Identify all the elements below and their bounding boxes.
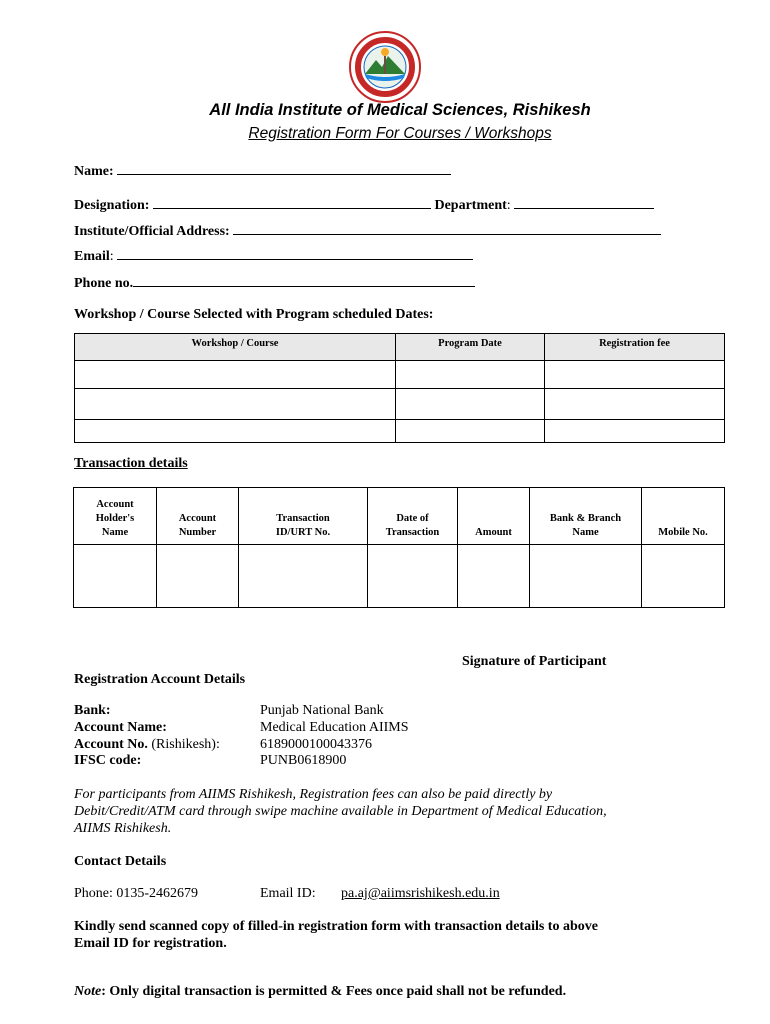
transaction-header-row bbox=[74, 488, 725, 545]
contact-phone-value: 0135-2462679 bbox=[116, 886, 199, 901]
account-no-suffix: (Rishikesh): bbox=[147, 737, 220, 752]
workshop-cell[interactable] bbox=[396, 361, 545, 389]
tx-cell[interactable] bbox=[239, 545, 368, 608]
footer-note-text: : Only digital transaction is permitted & Fees once paid shall not be refunded. bbox=[101, 984, 567, 999]
bank-label: Bank: bbox=[74, 703, 111, 718]
transaction-heading: Transaction details bbox=[74, 456, 188, 471]
tx-col-amount: Amount bbox=[458, 488, 530, 545]
workshop-cell[interactable] bbox=[545, 389, 725, 420]
tx-cell[interactable] bbox=[74, 545, 157, 608]
workshop-col-fee: Registration fee bbox=[545, 334, 725, 361]
bank-value: Punjab National Bank bbox=[260, 703, 384, 718]
tx-cell[interactable] bbox=[642, 545, 725, 608]
name-row bbox=[74, 164, 451, 180]
department-label: Department bbox=[434, 198, 507, 213]
tx-col-mobile: Mobile No. bbox=[642, 488, 725, 545]
workshop-row bbox=[75, 361, 725, 389]
instruction-line-2: Email ID for registration. bbox=[74, 936, 227, 951]
workshop-cell[interactable] bbox=[545, 361, 725, 389]
signature-label: Signature of Participant bbox=[462, 654, 607, 669]
name-field[interactable] bbox=[117, 173, 451, 175]
phone-label: Phone no. bbox=[74, 276, 134, 291]
tx-cell[interactable] bbox=[530, 545, 642, 608]
name-label: Name: bbox=[74, 164, 114, 179]
address-label: Institute/Official Address: bbox=[74, 224, 230, 239]
tx-col-account-number: Account Number bbox=[157, 488, 239, 545]
workshop-cell[interactable] bbox=[75, 420, 396, 443]
note-line-3: AIIMS Rishikesh. bbox=[74, 821, 172, 836]
account-no-row bbox=[74, 737, 220, 753]
workshop-cell[interactable] bbox=[75, 361, 396, 389]
note-line-1: For participants from AIIMS Rishikesh, Registration fees can also be paid directly by bbox=[74, 787, 553, 802]
contact-phone-label: Phone: bbox=[74, 886, 113, 901]
phone-row bbox=[74, 276, 475, 292]
address-field[interactable] bbox=[233, 233, 661, 235]
note-line-2: Debit/Credit/ATM card through swipe machine available in Department of Medical Education, bbox=[74, 804, 607, 819]
workshop-cell[interactable] bbox=[75, 389, 396, 420]
contact-heading: Contact Details bbox=[74, 854, 167, 869]
footer-note-label: Note bbox=[74, 984, 102, 999]
workshop-row bbox=[75, 420, 725, 443]
transaction-table bbox=[73, 487, 725, 608]
contact-email-link[interactable]: pa.aj@aiimsrishikesh.edu.in bbox=[341, 886, 500, 901]
designation-row bbox=[74, 198, 654, 214]
workshop-col-date: Program Date bbox=[396, 334, 545, 361]
ifsc-value: PUNB0618900 bbox=[260, 753, 347, 768]
tx-col-holder: Account Holder's Name bbox=[74, 488, 157, 545]
tx-col-bank: Bank & Branch Name bbox=[530, 488, 642, 545]
tx-cell[interactable] bbox=[157, 545, 239, 608]
phone-field[interactable] bbox=[133, 285, 475, 287]
designation-label: Designation: bbox=[74, 198, 150, 213]
tx-cell[interactable] bbox=[368, 545, 458, 608]
workshop-row bbox=[75, 389, 725, 420]
account-no-label: Account No. bbox=[74, 737, 148, 752]
workshop-cell[interactable] bbox=[396, 420, 545, 443]
contact-phone bbox=[74, 886, 198, 902]
workshop-cell[interactable] bbox=[545, 420, 725, 443]
account-name-label: Account Name: bbox=[74, 720, 167, 735]
email-field[interactable] bbox=[117, 258, 473, 260]
workshop-col-course: Workshop / Course bbox=[75, 334, 396, 361]
tx-col-transaction-id: Transaction ID/URT No. bbox=[239, 488, 368, 545]
email-colon: : bbox=[109, 249, 114, 264]
tx-col-date: Date of Transaction bbox=[368, 488, 458, 545]
email-label: Email bbox=[74, 249, 110, 264]
instruction-line-1: Kindly send scanned copy of filled-in registration form with transaction details to above bbox=[74, 919, 598, 934]
ifsc-label: IFSC code: bbox=[74, 753, 142, 768]
department-colon: : bbox=[506, 198, 511, 213]
contact-email-label: Email ID: bbox=[260, 886, 316, 901]
workshop-heading: Workshop / Course Selected with Program scheduled Dates: bbox=[74, 307, 434, 322]
workshop-table bbox=[74, 333, 725, 443]
page-title: All India Institute of Medical Sciences, Rishikesh bbox=[209, 101, 591, 119]
department-field[interactable] bbox=[514, 207, 654, 209]
account-name-value: Medical Education AIIMS bbox=[260, 720, 409, 735]
account-no-value: 6189000100043376 bbox=[260, 737, 372, 752]
form-subtitle: Registration Form For Courses / Workshops bbox=[248, 125, 552, 142]
email-row bbox=[74, 249, 473, 265]
tx-cell[interactable] bbox=[458, 545, 530, 608]
institute-logo bbox=[348, 30, 422, 104]
transaction-row bbox=[74, 545, 725, 608]
workshop-cell[interactable] bbox=[396, 389, 545, 420]
account-heading: Registration Account Details bbox=[74, 672, 246, 687]
address-row bbox=[74, 224, 661, 240]
designation-field[interactable] bbox=[153, 207, 431, 209]
aiims-rishikesh-seal-icon bbox=[348, 30, 422, 104]
footer-note bbox=[74, 984, 566, 1000]
